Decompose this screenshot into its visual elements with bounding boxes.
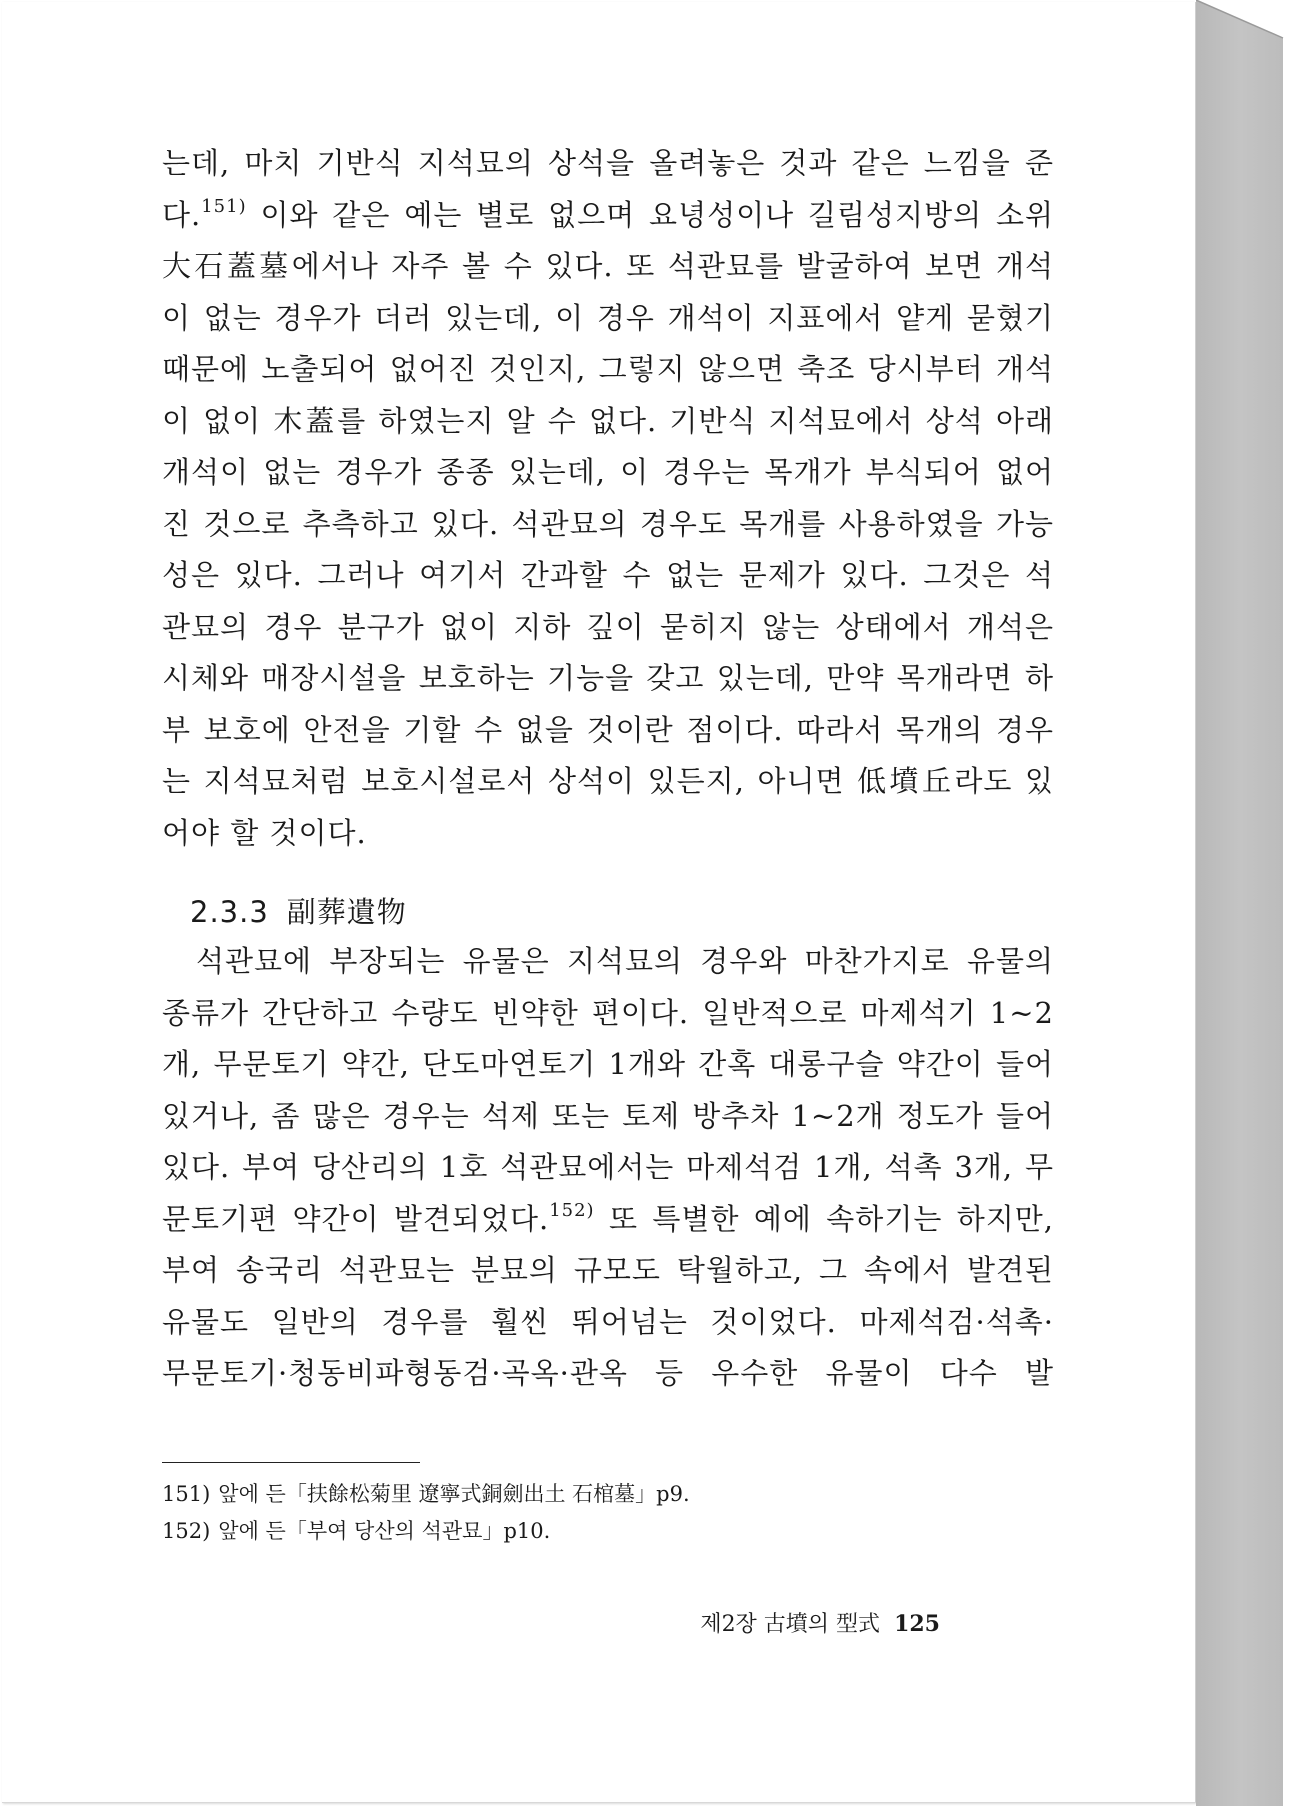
footnote-152	[162, 1513, 1062, 1550]
text-line: 개, 무문토기 약간, 단도마연토기 1개와 간혹 대롱구슬 약간이 들어	[162, 1047, 1054, 1081]
page-number: 125	[894, 1611, 940, 1637]
chapter-title: 제2장 古墳의 型式	[700, 1612, 881, 1637]
footnote-151	[162, 1476, 1062, 1513]
body-paragraph	[162, 138, 1054, 859]
footnote-text: 앞에 든「扶餘松菊里 遼寧式銅劍出土 石棺墓」p9.	[218, 1482, 690, 1506]
text-line: 석관묘에 부장되는 유물은 지석묘의 경우와 마찬가지로 유물의	[196, 944, 1054, 978]
running-footer	[700, 1607, 940, 1638]
footnote-ref-152: 152)	[549, 1199, 595, 1221]
text-line: 무문토기·청동비파형동검·곡옥·관옥 등 우수한 유물이 다수 발	[162, 1356, 1054, 1390]
section-number: 2.3.3	[190, 895, 269, 929]
text-line: 있다. 부여 당산리의 1호 석관묘에서는 마제석검 1개, 석촉 3개, 무	[162, 1150, 1054, 1184]
footnote-number: 152)	[162, 1519, 211, 1543]
text-fragment: 또 특별한 예에 속하기는 하지만,	[609, 1201, 1055, 1236]
footnote-ref-151: 151)	[201, 195, 247, 217]
text-line: 성은 있다. 그러나 여기서 간과할 수 없는 문제가 있다. 그것은 석	[162, 558, 1054, 592]
footnote-number: 151)	[162, 1482, 211, 1506]
footnotes	[162, 1476, 1062, 1550]
book-edge-graphic	[1196, 0, 1310, 1806]
section-paragraph	[162, 936, 1054, 1400]
text-line: 때문에 노출되어 없어진 것인지, 그렇지 않으면 축조 당시부터 개석	[162, 352, 1054, 386]
book-page	[2, 2, 1196, 1803]
text-fragment: 이와 같은 예는 별로 없으며 요녕성이나 길림성지방의 소위	[260, 197, 1055, 232]
text-line: 관묘의 경우 분구가 없이 지하 깊이 묻히지 않는 상태에서 개석은	[162, 609, 1054, 644]
book-thickness	[1196, 0, 1283, 1806]
section-title: 副葬遺物	[286, 895, 407, 929]
text-line: 유물도 일반의 경우를 훨씬 뛰어넘는 것이었다. 마제석검·석촉·	[162, 1304, 1054, 1339]
text-line: 부 보호에 안전을 기할 수 없을 것이란 점이다. 따라서 목개의 경우	[162, 712, 1054, 747]
footnote-text: 앞에 든「부여 당산의 석관묘」p10.	[218, 1519, 551, 1543]
text-line: 어야 할 것이다.	[162, 815, 367, 850]
book-edge-shading	[1196, 0, 1310, 1806]
text-line: 이 없는 경우가 더러 있는데, 이 경우 개석이 지표에서 얕게 묻혔기	[162, 300, 1054, 335]
text-fragment: 문토기편 약간이 발견되었다.	[162, 1201, 550, 1236]
text-line: 이 없이 木蓋를 하였는지 알 수 없다. 기반식 지석묘에서 상석 아래	[162, 403, 1054, 438]
text-line: 진 것으로 추측하고 있다. 석관묘의 경우도 목개를 사용하였을 가능	[162, 506, 1054, 541]
text-line: 개석이 없는 경우가 종종 있는데, 이 경우는 목개가 부식되어 없어	[162, 455, 1054, 489]
text-line: 는데, 마치 기반식 지석묘의 상석을 올려놓은 것과 같은 느낌을 준	[162, 146, 1054, 180]
text-line: 부여 송국리 석관묘는 분묘의 규모도 탁월하고, 그 속에서 발견된	[162, 1253, 1054, 1287]
text-line	[162, 190, 1054, 242]
text-line: 는 지석묘처럼 보호시설로서 상석이 있든지, 아니면 低墳丘라도 있	[162, 764, 1054, 798]
text-fragment: 다.	[162, 197, 202, 232]
text-line	[162, 1194, 1054, 1246]
text-line: 있거나, 좀 많은 경우는 석제 또는 토제 방추차 1~2개 정도가 들어	[162, 1098, 1054, 1133]
footnote-divider	[162, 1462, 420, 1463]
text-line: 시체와 매장시설을 보호하는 기능을 갖고 있는데, 만약 목개라면 하	[162, 661, 1054, 695]
text-line: 종류가 간단하고 수량도 빈약한 편이다. 일반적으로 마제석기 1~2	[162, 995, 1054, 1030]
text-line: 大石蓋墓에서나 자주 볼 수 있다. 또 석관묘를 발굴하여 보면 개석	[162, 249, 1054, 283]
section-heading	[190, 890, 407, 931]
